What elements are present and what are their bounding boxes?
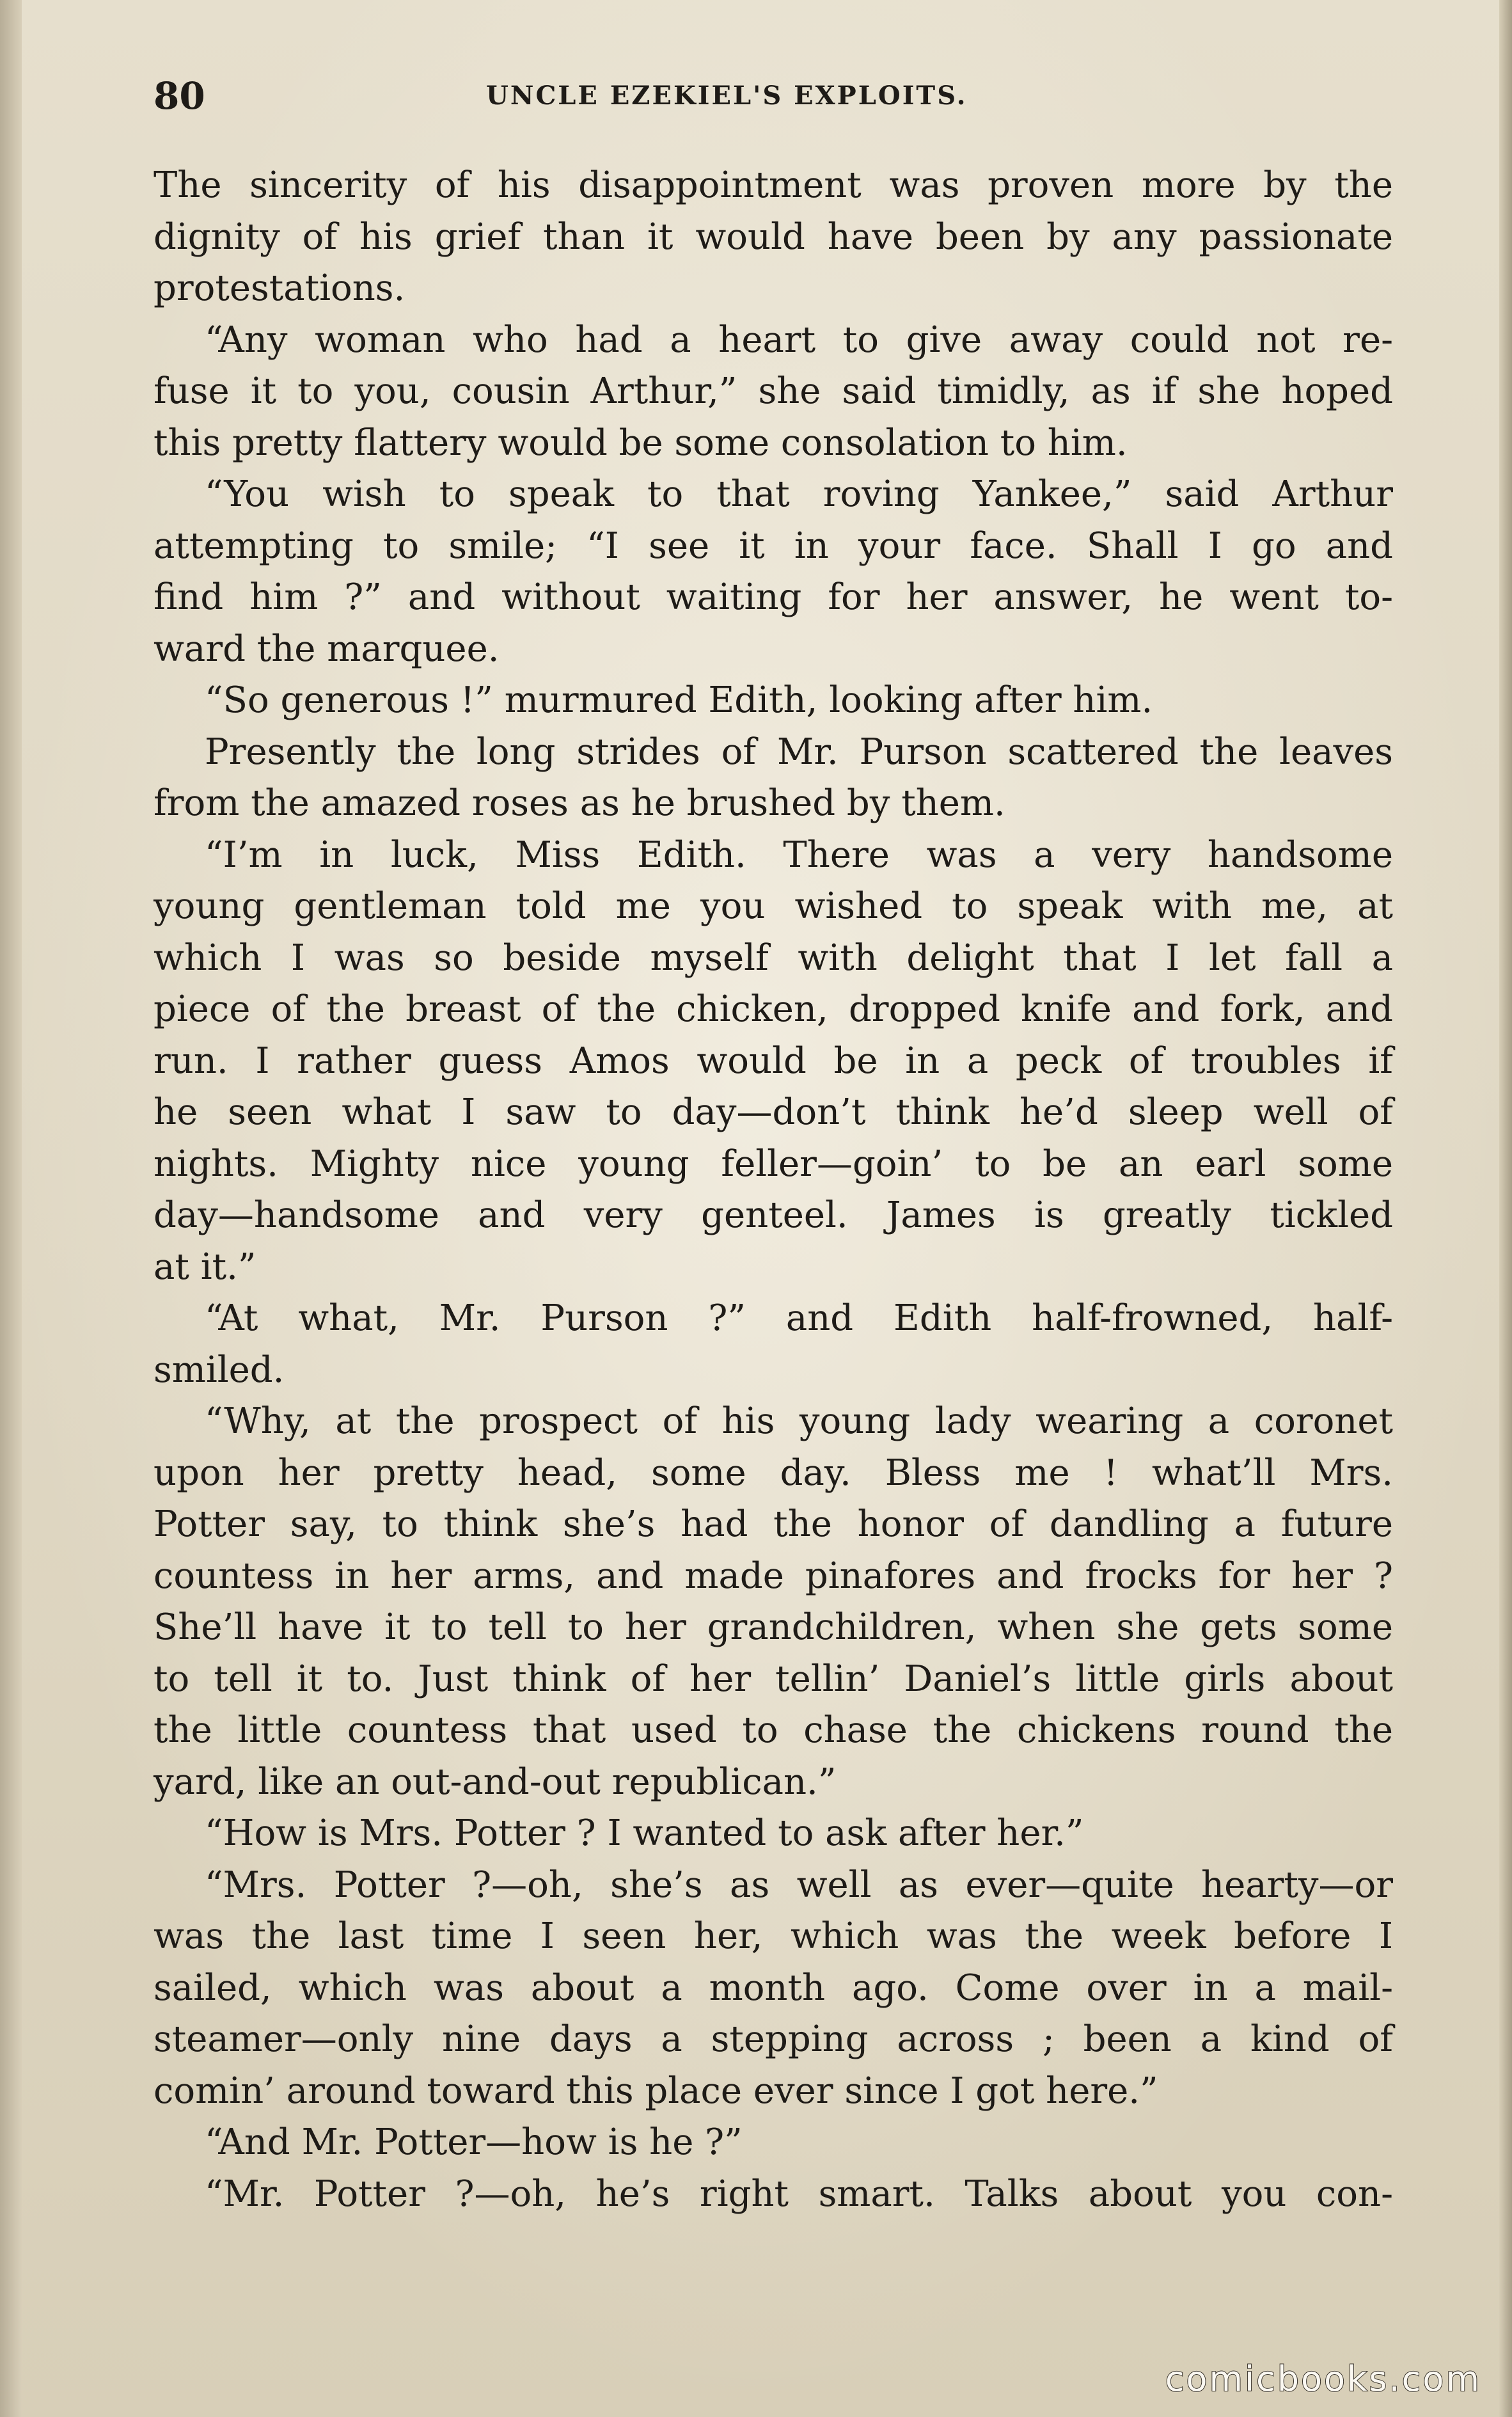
text-line: run. I rather guess Amos would be in a peck of troubles if — [154, 1040, 1393, 1082]
body-text — [154, 160, 1393, 2220]
text-line: upon her pretty head, some day. Bless me ! what’ll Mrs. — [154, 1452, 1393, 1494]
text-line: the little countess that used to chase the chickens round the — [154, 1709, 1393, 1751]
text-line: ward the marquee. — [154, 628, 500, 670]
page-header — [154, 67, 1385, 125]
text-line: was the last time I seen her, which was the week before I — [154, 1915, 1393, 1957]
text-line: attempting to smile; “I see it in your face. Shall I go and — [154, 525, 1393, 567]
text-line: dignity of his grief than it would have been by any passionate — [154, 216, 1393, 258]
watermark: comicbooks.com — [1165, 2359, 1481, 2399]
text-line: The sincerity of his disappointment was proven more by the — [154, 164, 1393, 206]
text-line: nights. Mighty nice young feller—goin’ to be an earl some — [154, 1143, 1393, 1185]
text-line: “And Mr. Potter—how is he ?” — [205, 2121, 743, 2163]
text-line: smiled. — [154, 1349, 285, 1391]
running-title: UNCLE EZEKIEL'S EXPLOITS. — [486, 81, 968, 111]
text-line: Presently the long strides of Mr. Purson scattered the leaves — [205, 731, 1393, 773]
text-line: this pretty flattery would be some consolation to him. — [154, 422, 1128, 464]
page-gutter-shadow — [0, 0, 22, 2417]
text-line: “Why, at the prospect of his young lady wearing a coronet — [205, 1400, 1393, 1442]
text-line: “Mr. Potter ?—oh, he’s right smart. Talks about you con- — [205, 2173, 1393, 2215]
text-line: steamer—only nine days a stepping across ; been a kind of — [154, 2018, 1393, 2060]
text-line: “Any woman who had a heart to give away could not re- — [205, 319, 1393, 361]
text-line: comin’ around toward this place ever since I got here.” — [154, 2070, 1158, 2112]
text-line: day—handsome and very genteel. James is greatly tickled — [154, 1194, 1393, 1236]
text-line: to tell it to. Just think of her tellin’ Daniel’s little girls about — [154, 1658, 1393, 1700]
text-line: piece of the breast of the chicken, dropped knife and fork, and — [154, 988, 1393, 1030]
text-line: Potter say, to think she’s had the honor of dandling a future — [154, 1503, 1393, 1545]
text-line: from the amazed roses as he brushed by them. — [154, 782, 1005, 824]
text-line: fuse it to you, cousin Arthur,” she said timidly, as if she hoped — [154, 370, 1393, 412]
text-line: protestations. — [154, 267, 406, 309]
text-line: She’ll have it to tell to her grandchildren, when she gets some — [154, 1606, 1393, 1648]
text-line: young gentleman told me you wished to speak with me, at — [154, 885, 1393, 927]
text-line: yard, like an out-and-out republican.” — [154, 1761, 837, 1803]
text-line: which I was so beside myself with delight that I let fall a — [154, 937, 1393, 979]
text-line: “How is Mrs. Potter ? I wanted to ask after her.” — [205, 1812, 1084, 1854]
text-line: he seen what I saw to day—don’t think he’d sleep well of — [154, 1091, 1393, 1133]
text-line: “So generous !” murmured Edith, looking after him. — [205, 679, 1153, 721]
page-edge-shadow — [1499, 0, 1512, 2417]
text-line: “You wish to speak to that roving Yankee,” said Arthur — [205, 473, 1393, 515]
text-line: “Mrs. Potter ?—oh, she’s as well as ever—quite hearty—or — [205, 1864, 1393, 1906]
text-line: “I’m in luck, Miss Edith. There was a very handsome — [205, 834, 1393, 876]
text-line: countess in her arms, and made pinafores and frocks for her ? — [154, 1555, 1393, 1597]
text-line: “At what, Mr. Purson ?” and Edith half-frowned, half- — [205, 1297, 1393, 1339]
text-line: at it.” — [154, 1246, 256, 1288]
text-line: find him ?” and without waiting for her answer, he went to- — [154, 576, 1393, 618]
text-line: sailed, which was about a month ago. Come over in a mail- — [154, 1967, 1393, 2009]
page-number: 80 — [154, 74, 205, 118]
